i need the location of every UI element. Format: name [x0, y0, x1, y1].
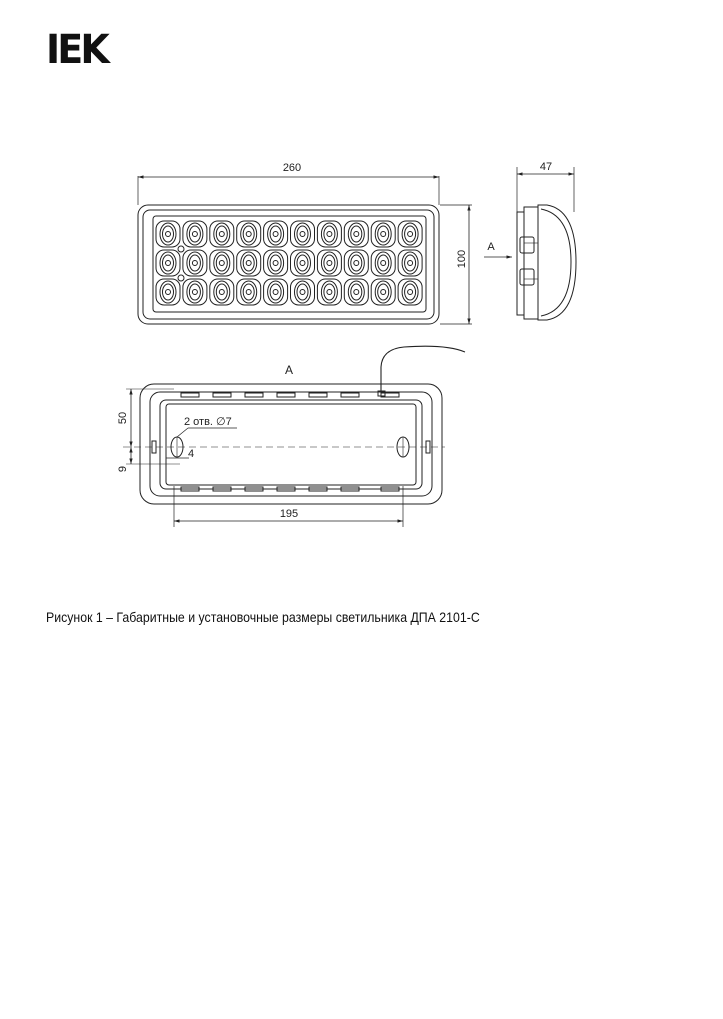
led-lens	[371, 279, 395, 305]
dim-195-label: 195	[279, 508, 299, 520]
led-lens	[344, 221, 368, 247]
dim-47-label: 47	[539, 161, 553, 173]
figure-caption: Рисунок 1 – Габаритные и установочные размеры светильника ДПА 2101-С	[46, 609, 480, 625]
indicator-dot	[178, 275, 184, 281]
led-lens	[264, 250, 288, 276]
led-lens	[183, 279, 207, 305]
led-lens	[264, 279, 288, 305]
view-marker-a: A	[487, 241, 495, 253]
led-lens	[317, 221, 341, 247]
dim-9-label: 9	[117, 465, 129, 473]
led-lens	[183, 221, 207, 247]
led-lens	[291, 250, 315, 276]
led-lens	[237, 221, 261, 247]
frame-clip	[245, 393, 263, 397]
led-lens	[317, 250, 341, 276]
led-lens	[371, 250, 395, 276]
led-lens	[317, 279, 341, 305]
led-lens	[237, 279, 261, 305]
frame-clip	[309, 393, 327, 397]
led-lens	[264, 221, 288, 247]
iek-logo: IEK	[46, 27, 107, 73]
indicator-dot	[178, 246, 184, 252]
led-lens	[210, 250, 234, 276]
led-lens	[291, 279, 315, 305]
dim-4-label: 4	[188, 448, 195, 460]
led-lens	[344, 250, 368, 276]
led-lens	[183, 250, 207, 276]
frame-clip	[181, 393, 199, 397]
led-lens	[156, 250, 180, 276]
frame-clip	[152, 441, 156, 453]
led-lens	[156, 221, 180, 247]
led-lens	[210, 279, 234, 305]
led-lens	[398, 221, 422, 247]
frame-clip	[277, 393, 295, 397]
dim-100-label: 100	[456, 249, 468, 269]
led-lens	[398, 250, 422, 276]
holes-label: 2 отв. ∅7	[184, 416, 232, 428]
side-view	[517, 167, 576, 320]
led-lens	[210, 221, 234, 247]
frame-clip	[341, 393, 359, 397]
led-lens	[371, 221, 395, 247]
view-a-title: A	[284, 363, 294, 377]
led-lens	[398, 279, 422, 305]
led-lens	[237, 250, 261, 276]
rear-view	[123, 346, 465, 527]
led-lens	[344, 279, 368, 305]
led-lens	[291, 221, 315, 247]
frame-clip	[213, 393, 231, 397]
dim-50-label: 50	[117, 411, 129, 425]
dim-260-label: 260	[282, 162, 302, 174]
led-lens	[156, 279, 180, 305]
